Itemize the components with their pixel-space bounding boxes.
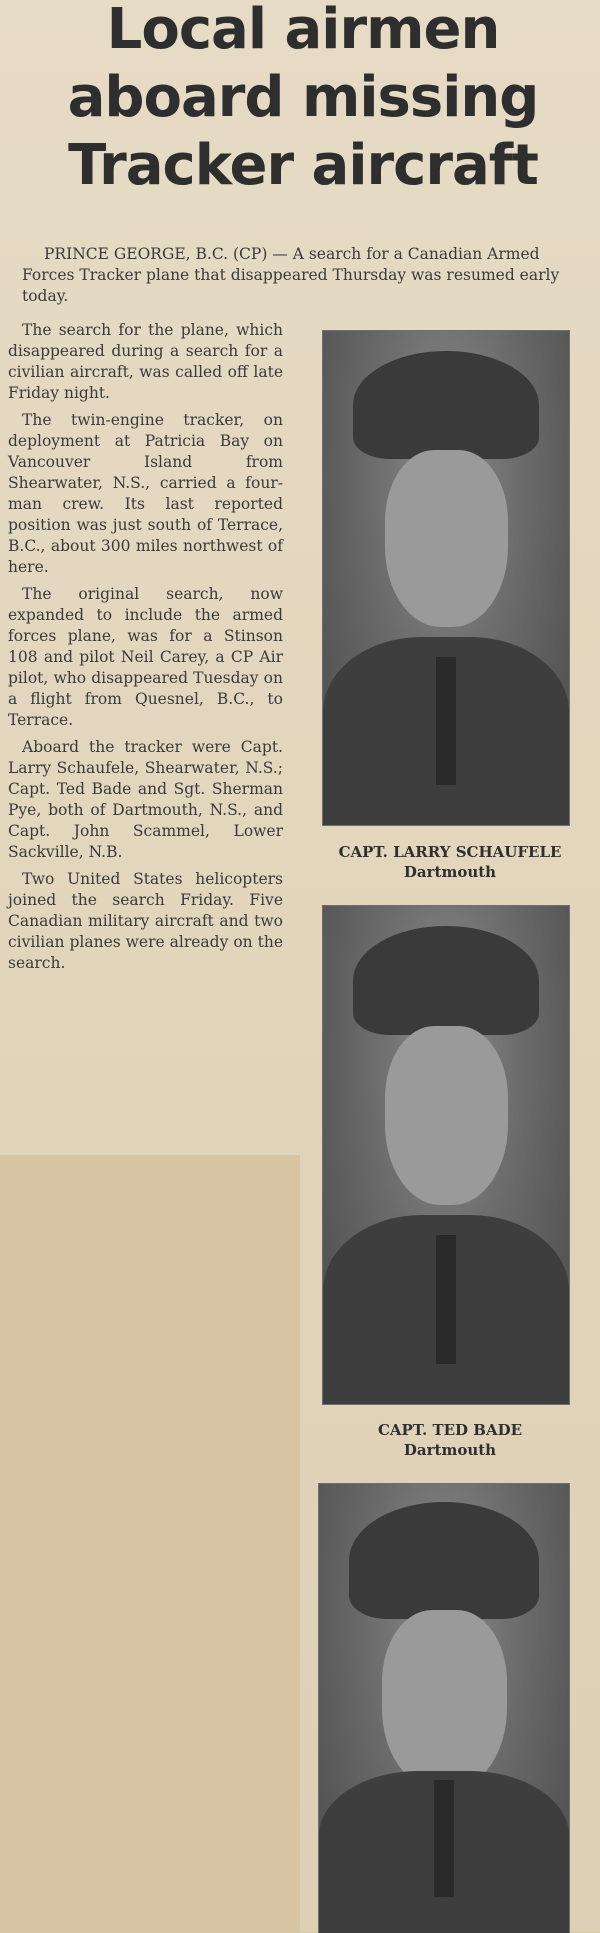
article-paragraph-2: The twin-engine tracker, on deployment at Patricia Bay on Vancouver Island from Shearwater, N.S., carried a four-man crew. Its last reported position was just south of Terrace, B.C., about 300 miles northwest of here. [8,411,283,576]
article-paragraph-4: Aboard the tracker were Capt. Larry Schaufele, Shearwater, N.S.; Capt. Ted Bade and Sgt. Sherman Pye, both of Dartmouth, N.S., and Capt. John Scammel, Lower Sackville, N.B. [8,738,283,861]
caption-place: Dartmouth [403,863,497,881]
caption-name: CAPT. LARRY SCHAUFELE [338,843,562,861]
article-paragraph-1: The search for the plane, which disappeared during a search for a civilian aircraft, was called off late Friday night. [8,321,283,402]
face-shape [382,1610,507,1790]
portrait-photo-bade [322,905,570,1405]
portrait-photo-schaufele [322,330,570,826]
tie-shape [436,1235,456,1364]
photo-caption-1 [300,842,600,882]
portrait-photo-third [318,1483,570,1933]
clipping-backing-area [0,1155,300,1932]
officer-cap-icon [349,1502,539,1619]
face-shape [385,450,508,628]
headline [18,0,588,200]
article-body [8,320,283,980]
photo-caption-2 [300,1420,600,1460]
article-lede: PRINCE GEORGE, B.C. (CP) — A search for a Canadian Armed Forces Tracker plane that disappeared Thursday was resumed early today. [22,245,560,305]
headline-line-3: Tracker aircraft [68,133,538,198]
officer-cap-icon [353,351,540,460]
caption-name: CAPT. TED BADE [377,1421,523,1439]
tie-shape [436,657,456,785]
article-paragraph-3: The original search, now expanded to include the armed forces plane, was for a Stinson 108 and pilot Neil Carey, a CP Air pilot, who disappeared Tuesday on a flight from Quesnel, B.C., to Terrace. [8,585,283,729]
tie-shape [434,1780,454,1897]
caption-place: Dartmouth [403,1441,497,1459]
headline-line-1: Local airmen [106,0,500,62]
face-shape [385,1026,508,1205]
article-paragraph-5: Two United States helicopters joined the search Friday. Five Canadian military aircraft and two civilian planes were already on the search. [8,870,283,972]
officer-cap-icon [353,926,540,1036]
headline-line-2: aboard missing [67,65,539,130]
